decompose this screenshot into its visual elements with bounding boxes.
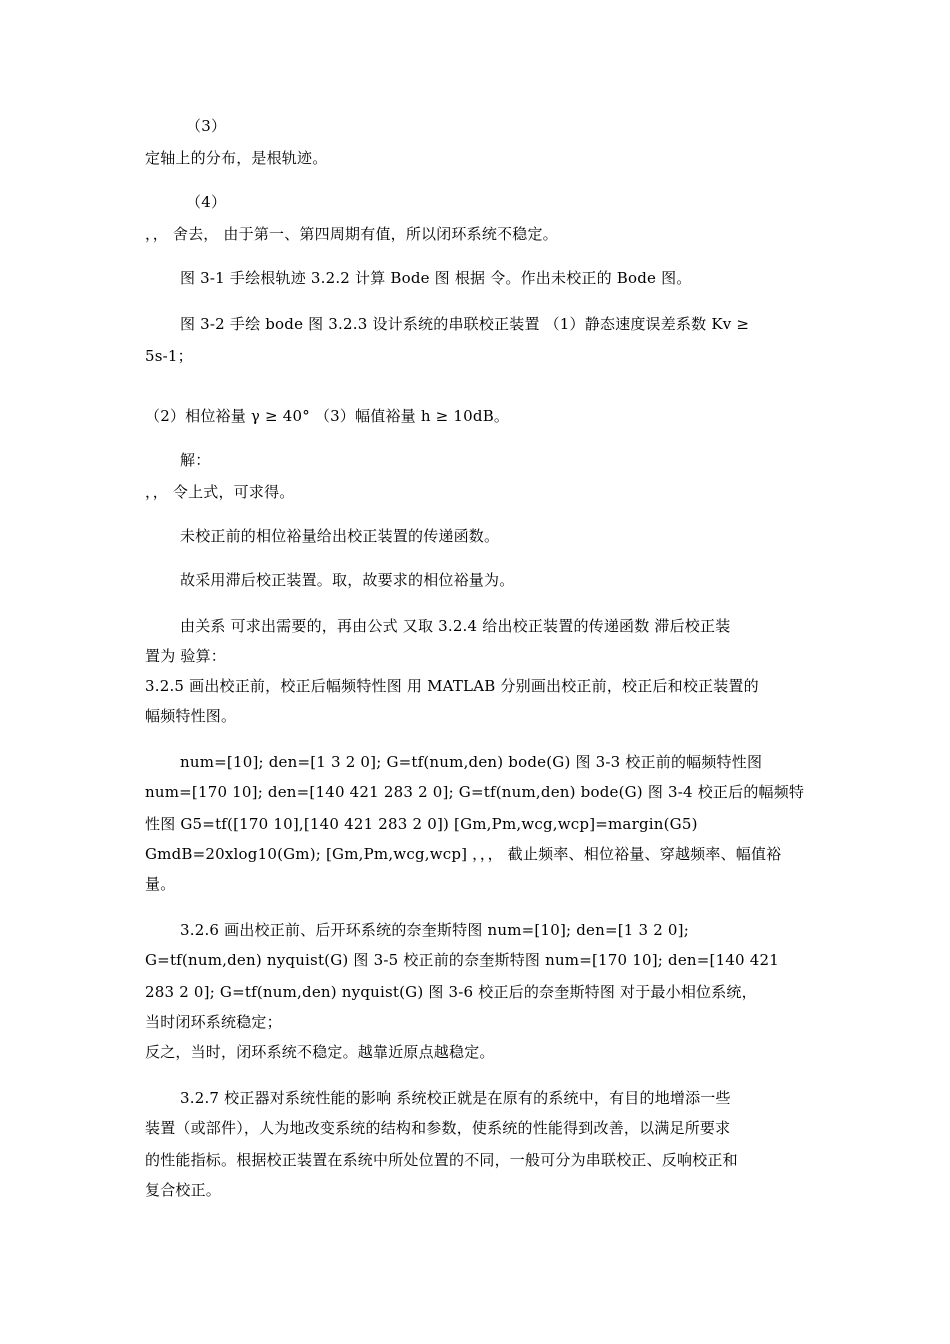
text-line: 量。 bbox=[145, 875, 176, 893]
text-line: 由关系 可求出需要的，再由公式 又取 3.2.4 给出校正装置的传递函数 滞后校正装 bbox=[180, 617, 731, 635]
text-line: ，， 舍去， 由于第一、第四周期有值，所以闭环系统不稳定。 bbox=[145, 225, 558, 243]
code-line: num=[10]; den=[1 3 2 0]; G=tf(num,den) bode(G) 图 3-3 校正前的幅频特性图 bbox=[180, 753, 763, 771]
text-line: 图 3-1 手绘根轨迹 3.2.2 计算 Bode 图 根据 令。作出未校正的 Bode 图。 bbox=[180, 269, 692, 287]
item-number-3: （3） bbox=[186, 117, 227, 135]
text-line: 置为 验算： bbox=[145, 647, 226, 665]
text-line: 3.2.7 校正器对系统性能的影响 系统校正就是在原有的系统中，有目的地增添一些 bbox=[180, 1089, 731, 1107]
text-line: 故采用滞后校正装置。取，故要求的相位裕量为。 bbox=[180, 571, 515, 589]
text-line: （2）相位裕量 γ ≥ 40° （3）幅值裕量 h ≥ 10dB。 bbox=[145, 407, 510, 425]
text-line: 复合校正。 bbox=[145, 1181, 222, 1199]
text-line: 图 3-2 手绘 bode 图 3.2.3 设计系统的串联校正装置 （1）静态速度误差系数 Kv ≥ bbox=[180, 315, 750, 333]
text-line: 定轴上的分布，是根轨迹。 bbox=[145, 149, 328, 167]
item-number-4: （4） bbox=[186, 193, 227, 211]
text-line: ，， 令上式，可求得。 bbox=[145, 483, 295, 501]
text-line: 幅频特性图。 bbox=[145, 707, 237, 725]
code-line: GmdB=20xlog10(Gm); [Gm,Pm,wcg,wcp] ，，， 截止频率、相位裕量、穿越频率、幅值裕 bbox=[145, 845, 782, 863]
text-line: 反之，当时，闭环系统不稳定。越靠近原点越稳定。 bbox=[145, 1043, 495, 1061]
code-line: num=[170 10]; den=[140 421 283 2 0]; G=tf(num,den) bode(G) 图 3-4 校正后的幅频特 bbox=[145, 783, 805, 801]
text-line: 当时闭环系统稳定； bbox=[145, 1013, 282, 1031]
text-line: 未校正前的相位裕量给出校正装置的传递函数。 bbox=[180, 527, 500, 545]
code-line: G=tf(num,den) nyquist(G) 图 3-5 校正前的奈奎斯特图 num=[170 10]; den=[140 421 bbox=[145, 951, 780, 969]
text-line: 5s-1； bbox=[145, 347, 193, 365]
text-line: 3.2.6 画出校正前、后开环系统的奈奎斯特图 num=[10]; den=[1 3 2 0]; bbox=[180, 921, 689, 939]
text-line: 解： bbox=[180, 451, 211, 469]
text-line: 3.2.5 画出校正前，校正后幅频特性图 用 MATLAB 分别画出校正前，校正后和校正装置的 bbox=[145, 677, 759, 695]
code-line: 283 2 0]; G=tf(num,den) nyquist(G) 图 3-6 校正后的奈奎斯特图 对于最小相位系统， bbox=[145, 983, 757, 1001]
text-line: 的性能指标。根据校正装置在系统中所处位置的不同，一般可分为串联校正、反响校正和 bbox=[145, 1151, 738, 1169]
code-line: 性图 G5=tf([170 10],[140 421 283 2 0]) [Gm,Pm,wcg,wcp]=margin(G5) bbox=[145, 815, 698, 833]
text-line: 装置（或部件），人为地改变系统的结构和参数，使系统的性能得到改善，以满足所要求 bbox=[145, 1119, 731, 1137]
